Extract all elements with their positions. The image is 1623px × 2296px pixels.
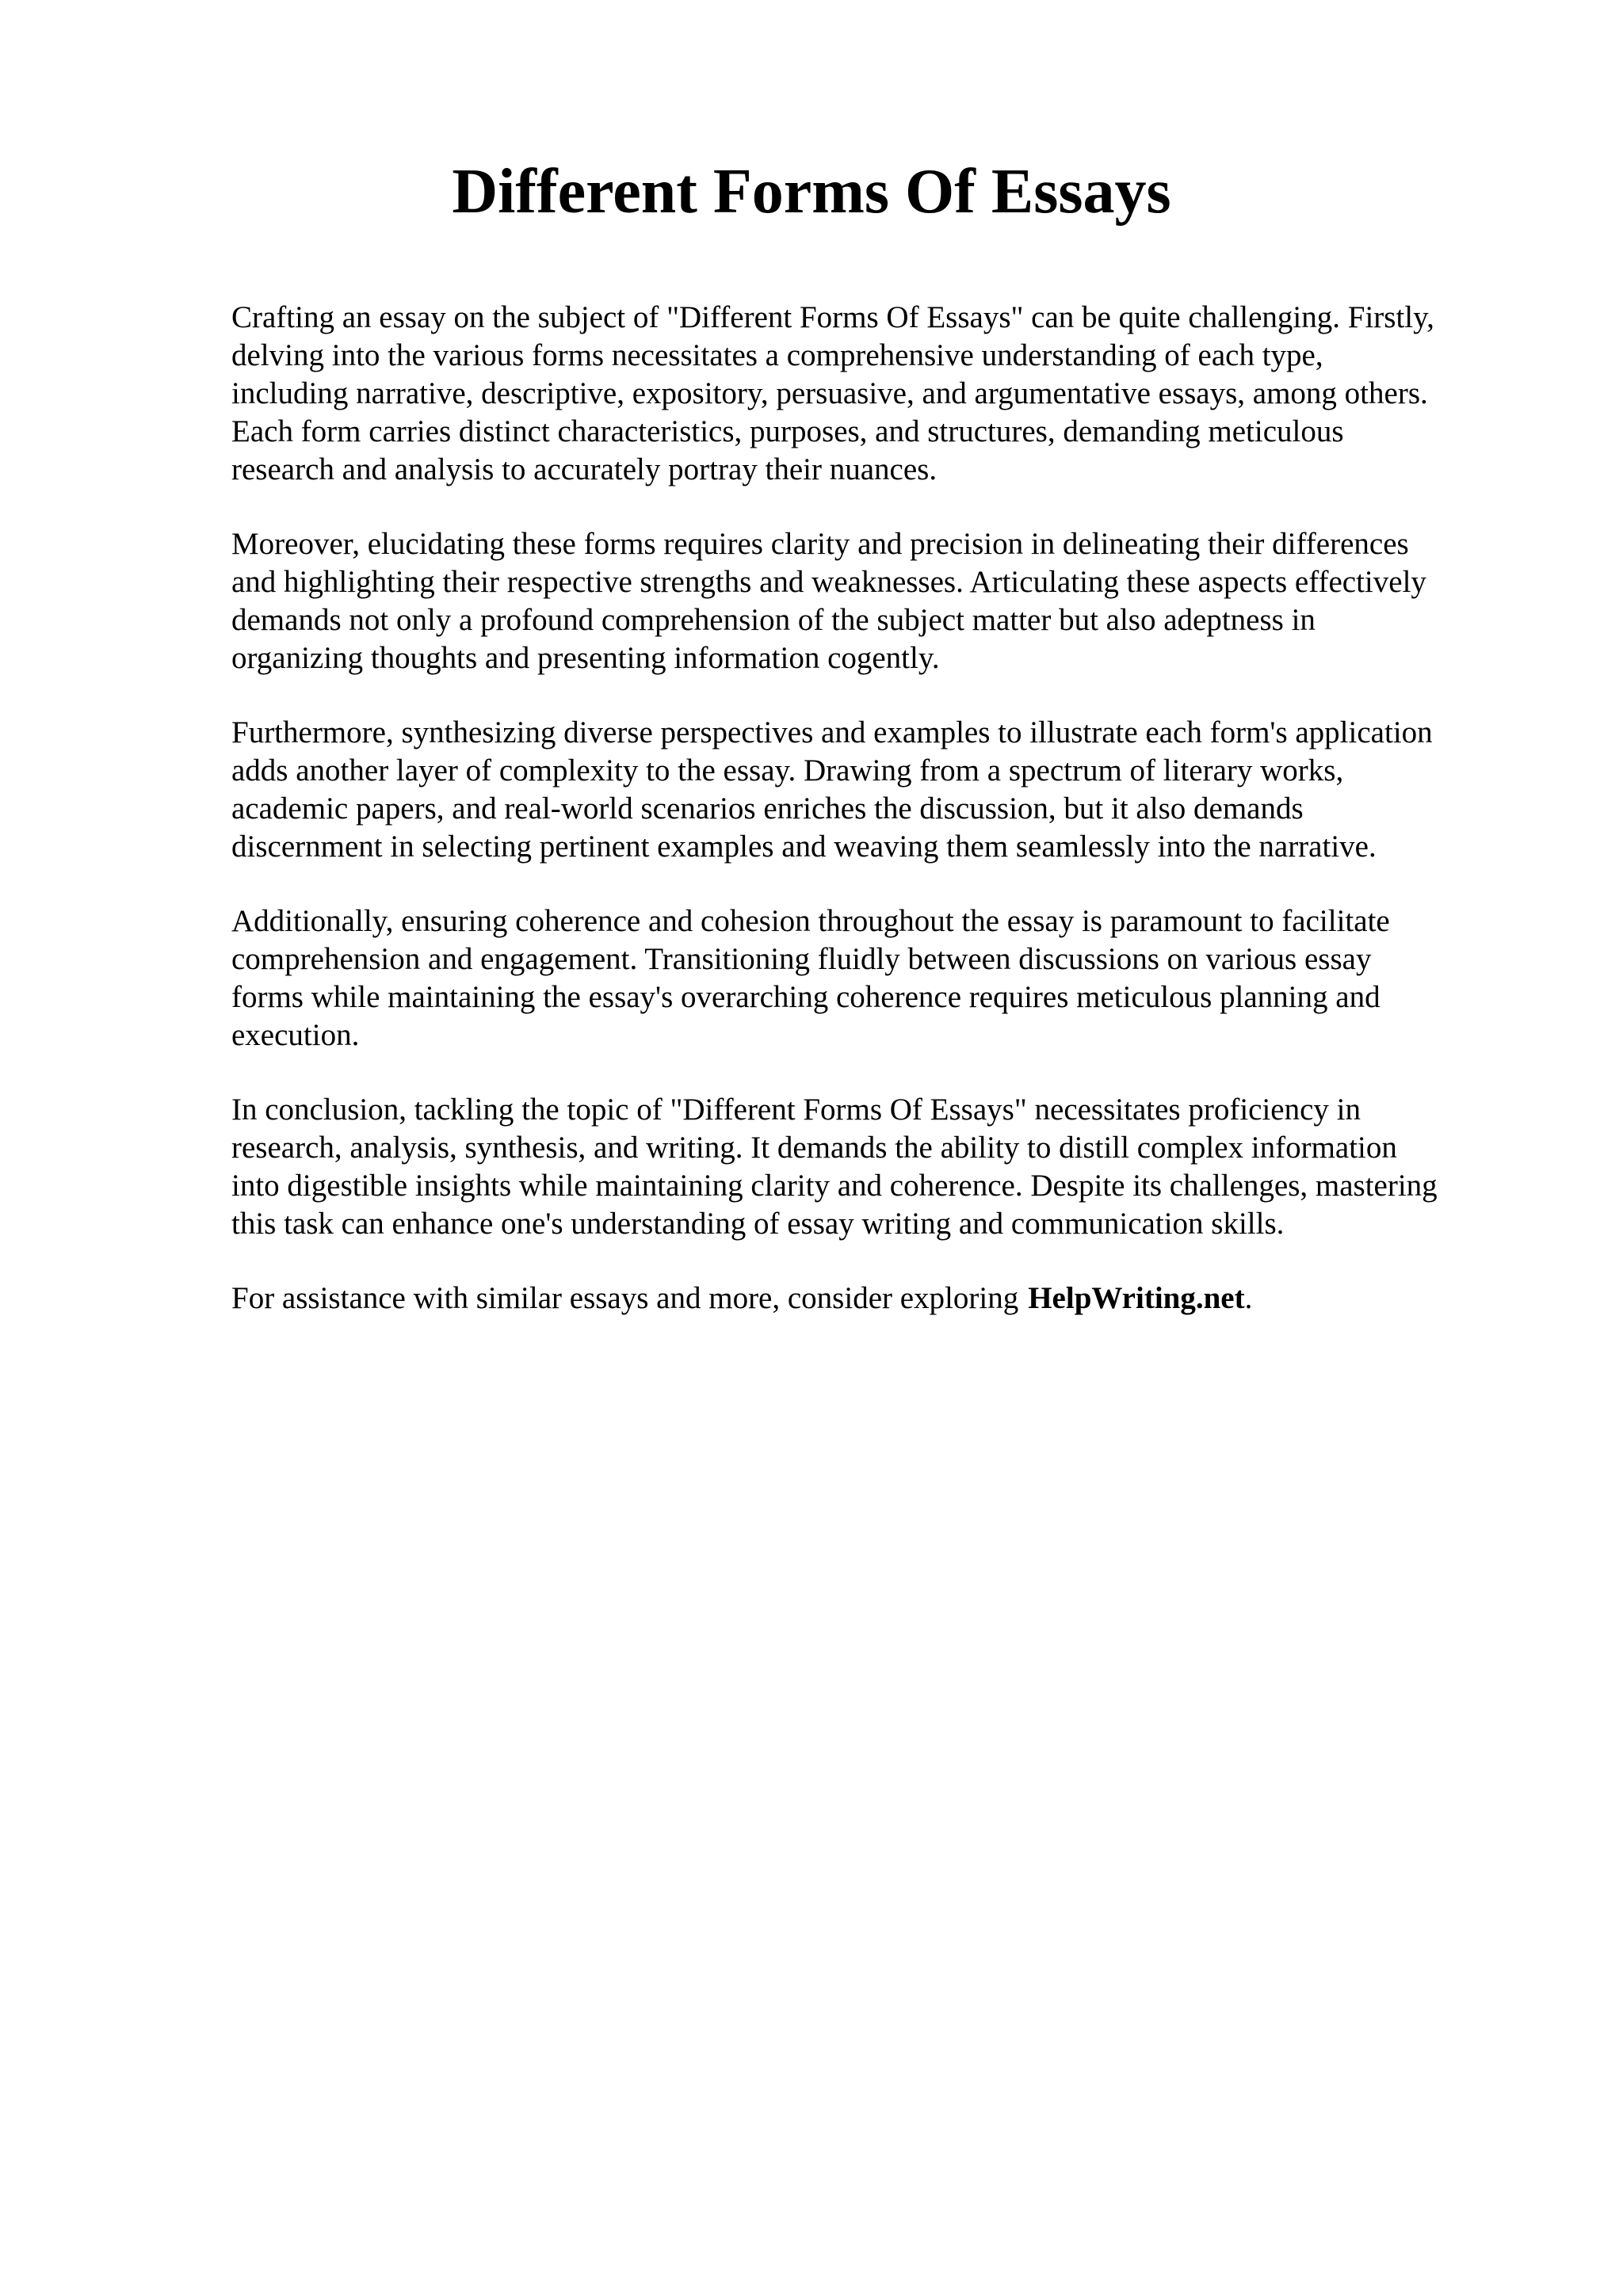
paragraph-line: Additionally, ensuring coherence and cohesion throughout the essay is paramount to facilitate (231, 904, 1390, 938)
paragraph-line: Each form carries distinct characteristics, purposes, and structures, demanding meticulous (231, 414, 1344, 448)
paragraph-line: Moreover, elucidating these forms requires clarity and precision in delineating their differences (231, 527, 1409, 561)
paragraph-line: adds another layer of complexity to the essay. Drawing from a spectrum of literary works, (231, 753, 1344, 788)
paragraph-line: research, analysis, synthesis, and writing. It demands the ability to distill complex information (231, 1131, 1397, 1165)
paragraph-line: organizing thoughts and presenting information cogently. (231, 641, 940, 675)
paragraph-line: Crafting an essay on the subject of "Different Forms Of Essays" can be quite challenging. Firstly, (231, 300, 1434, 334)
closing-paragraph (231, 1280, 1531, 1318)
paragraph-4 (231, 902, 1531, 1055)
paragraph-line: this task can enhance one's understanding of essay writing and communication skills. (231, 1207, 1285, 1241)
paragraph-1 (231, 299, 1531, 489)
paragraph-5 (231, 1091, 1531, 1243)
paragraph-line: Furthermore, synthesizing diverse perspectives and examples to illustrate each form's application (231, 715, 1433, 749)
paragraph-line: discernment in selecting pertinent examples and weaving them seamlessly into the narrative. (231, 830, 1377, 864)
paragraph-line: In conclusion, tackling the topic of "Different Forms Of Essays" necessitates proficiency in (231, 1093, 1361, 1127)
paragraph-3 (231, 714, 1531, 866)
paragraph-line: forms while maintaining the essay's overarching coherence requires meticulous planning and (231, 980, 1381, 1014)
paragraph-line: research and analysis to accurately portray their nuances. (231, 452, 938, 486)
paragraph-line: demands not only a profound comprehension of the subject matter but also adeptness in (231, 603, 1316, 637)
paragraph-line: academic papers, and real-world scenarios enriches the discussion, but it also demands (231, 791, 1304, 826)
document-title: Different Forms Of Essays (452, 157, 1171, 227)
paragraph-line: comprehension and engagement. Transitioning fluidly between discussions on various essay (231, 942, 1372, 976)
closing-text: For assistance with similar essays and more, consider exploring (231, 1281, 1019, 1315)
helpwriting-link[interactable]: HelpWriting.net (1028, 1281, 1245, 1315)
document-body (231, 299, 1531, 1354)
paragraph-line: into digestible insights while maintaining clarity and coherence. Despite its challenges, mastering (231, 1169, 1438, 1203)
paragraph-line: and highlighting their respective strengths and weaknesses. Articulating these aspects effectively (231, 565, 1426, 599)
paragraph-2 (231, 525, 1531, 677)
closing-period: . (1244, 1281, 1253, 1315)
paragraph-line: including narrative, descriptive, expository, persuasive, and argumentative essays, among others. (231, 376, 1428, 410)
paragraph-line: execution. (231, 1018, 360, 1052)
paragraph-line: delving into the various forms necessitates a comprehensive understanding of each type, (231, 338, 1323, 372)
